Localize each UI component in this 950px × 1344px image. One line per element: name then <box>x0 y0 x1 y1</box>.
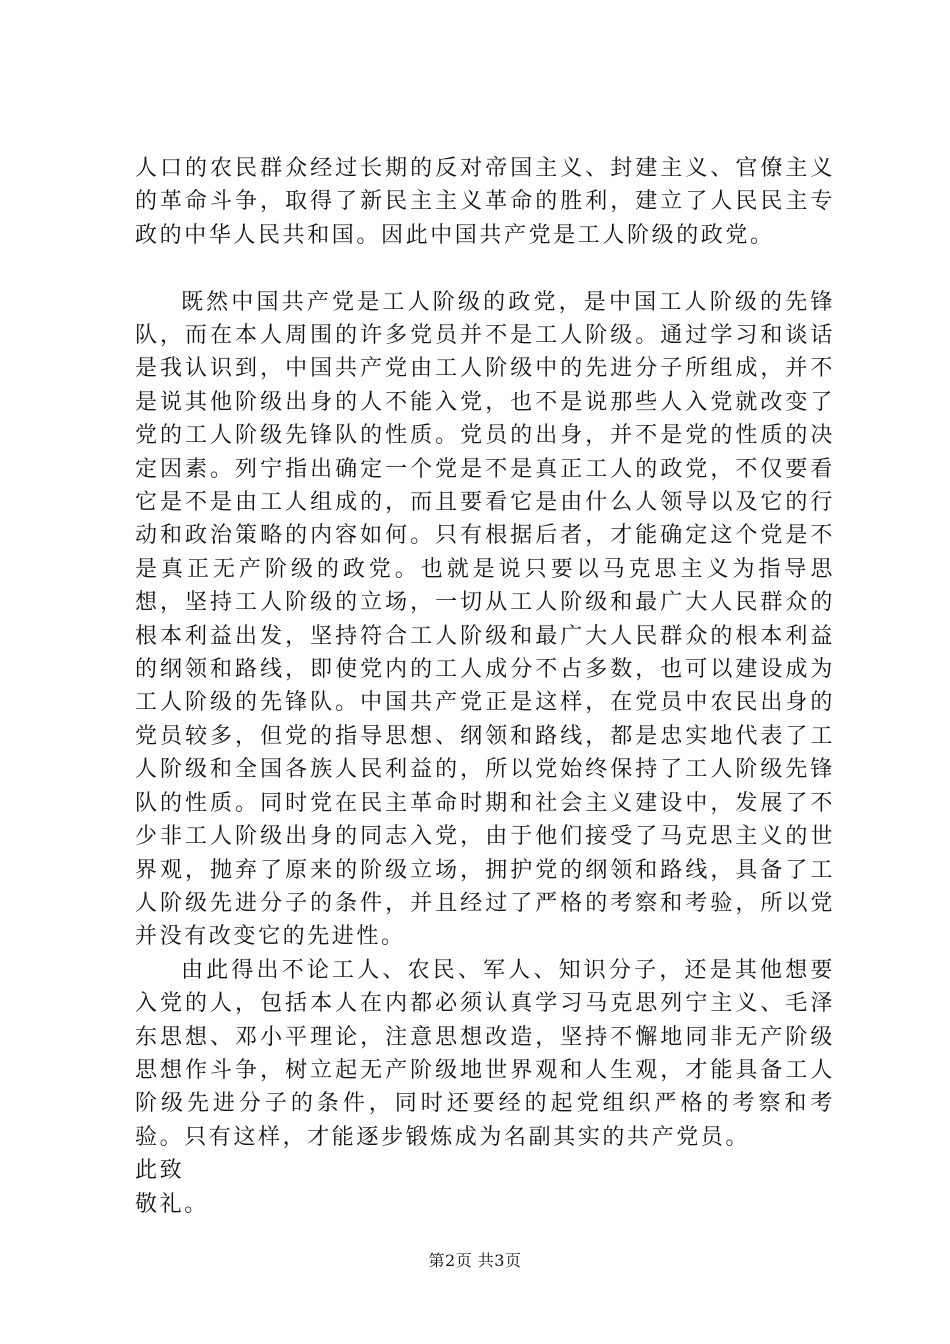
closing-salutation: 此致 <box>135 1158 185 1184</box>
page-number-footer: 第2页 共3页 <box>428 1251 522 1270</box>
paragraph-continued: 人口的农民群众经过长期的反对帝国主义、封建主义、官僚主义的革命斗争，取得了新民主主义革命的胜利，建立了人民民主专政的中华人民共和国。因此中国共产党是工人阶级的政党。 <box>135 156 835 248</box>
paragraph-conclusion: 由此得出不论工人、农民、军人、知识分子，还是其他想要入党的人，包括本人在内都必须认真学习马克思列宁主义、毛泽东思想、邓小平理论，注意思想改造，坚持不懈地同非无产阶级思想作斗争，树立起无产阶级地世界观和人生观，才能具备工人阶级先进分子的条件，同时还要经的起党组织严格的考察和考验。只有这样，才能逐步锻炼成为名副其实的共产党员。 <box>135 957 835 1150</box>
closing-regards: 敬礼。 <box>135 1191 209 1217</box>
paragraph-main: 既然中国共产党是工人阶级的政党，是中国工人阶级的先锋队，而在本人周围的许多党员并不是工人阶级。通过学习和谈话是我认识到，中国共产党由工人阶级中的先进分子所组成，并不是说其他阶级出身的人不能入党，也不是说那些人入党就改变了党的工人阶级先锋队的性质。党员的出身，并不是党的性质的决定因素。列宁指出确定一个党是不是真正工人的政党，不仅要看它是不是由工人组成的，而且要看它是由什么人领导以及它的行动和政治策略的内容如何。只有根据后者，才能确定这个党是不是真正无产阶级的政党。也就是说只要以马克思主义为指导思想，坚持工人阶级的立场，一切从工人阶级和最广大人民群众的根本利益出发，坚持符合工人阶级和最广大人民群众的根本利益的纲领和路线，即使党内的工人成分不占多数，也可以建设成为工人阶级的先锋队。中国共产党正是这样，在党员中农民出身的党员较多，但党的指导思想、纲领和路线，都是忠实地代表了工人阶级和全国各族人民利益的，所以党始终保持了工人阶级先锋队的性质。同时党在民主革命时期和社会主义建设中，发展了不少非工人阶级出身的同志入党，由于他们接受了马克思主义的世界观，抛弃了原来的阶级立场，拥护党的纲领和路线，具备了工人阶级先进分子的条件，并且经过了严格的考察和考验，所以党并没有改变它的先进性。 <box>135 289 835 950</box>
document-body <box>135 152 835 1221</box>
paragraph-gap <box>135 252 835 285</box>
